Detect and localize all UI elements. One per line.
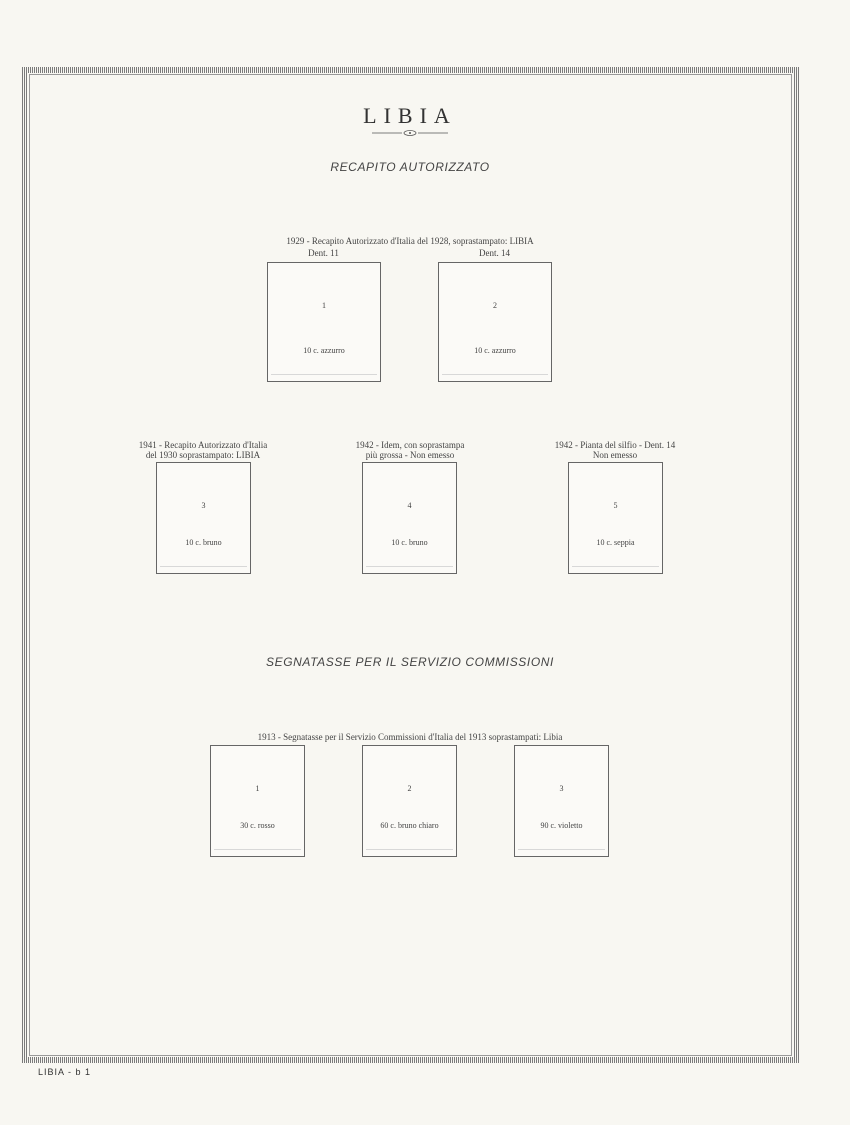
stamp-number: 5 [613, 501, 618, 510]
caption-dent-14: Dent. 14 [479, 248, 510, 258]
stamp-slot [156, 462, 251, 574]
page-title: LIBIA [363, 103, 457, 128]
title-ornament [372, 130, 448, 136]
caption-1941-line1: 1941 - Recapito Autorizzato d'Italia [138, 440, 268, 450]
stamp-number: 2 [407, 784, 412, 793]
stamp-description: 10 c. bruno [391, 538, 428, 547]
stamp-number: 3 [559, 784, 564, 793]
caption-1941-line2: del 1930 soprastampato: LIBIA [145, 450, 261, 460]
stamp-slot [568, 462, 663, 574]
caption-1913: 1913 - Segnatasse per il Servizio Commissioni d'Italia del 1913 soprastampati: Libia [257, 732, 563, 742]
stamp-slot [267, 262, 381, 382]
caption-1942-silfio-line2: Non emesso [592, 450, 638, 460]
stamp-number: 1 [322, 301, 326, 310]
page-footer: LIBIA - b 1 [38, 1067, 92, 1077]
stamp-slot [210, 745, 305, 857]
stamp-number: 3 [201, 501, 206, 510]
stamp-description: 10 c. azzurro [303, 346, 345, 355]
section-heading-recapito: RECAPITO AUTORIZZATO [330, 160, 490, 174]
stamp-number: 1 [255, 784, 260, 793]
stamp-slot [362, 462, 457, 574]
stamp-slot [362, 745, 457, 857]
stamp-slot [514, 745, 609, 857]
stamp-description: 10 c. bruno [185, 538, 222, 547]
stamp-description: 30 c. rosso [240, 821, 275, 830]
stamp-description: 60 c. bruno chiaro [380, 821, 439, 830]
section-heading-segnatasse: SEGNATASSE PER IL SERVIZIO COMMISSIONI [266, 655, 554, 669]
stamp-description: 10 c. seppia [596, 538, 635, 547]
caption-1942-idem-line2: più grossa - Non emesso [365, 450, 455, 460]
stamp-description: 90 c. violetto [540, 821, 583, 830]
stamp-number: 2 [493, 301, 497, 310]
stamp-slot [438, 262, 552, 382]
caption-dent-11: Dent. 11 [308, 248, 339, 258]
caption-1942-silfio-line1: 1942 - Pianta del silfio - Dent. 14 [554, 440, 676, 450]
caption-1929: 1929 - Recapito Autorizzato d'Italia del 1928, soprastampato: LIBIA [286, 236, 534, 246]
stamp-number: 4 [407, 501, 412, 510]
caption-1942-idem-line1: 1942 - Idem, con soprastampa [355, 440, 465, 450]
stamp-description: 10 c. azzurro [474, 346, 516, 355]
